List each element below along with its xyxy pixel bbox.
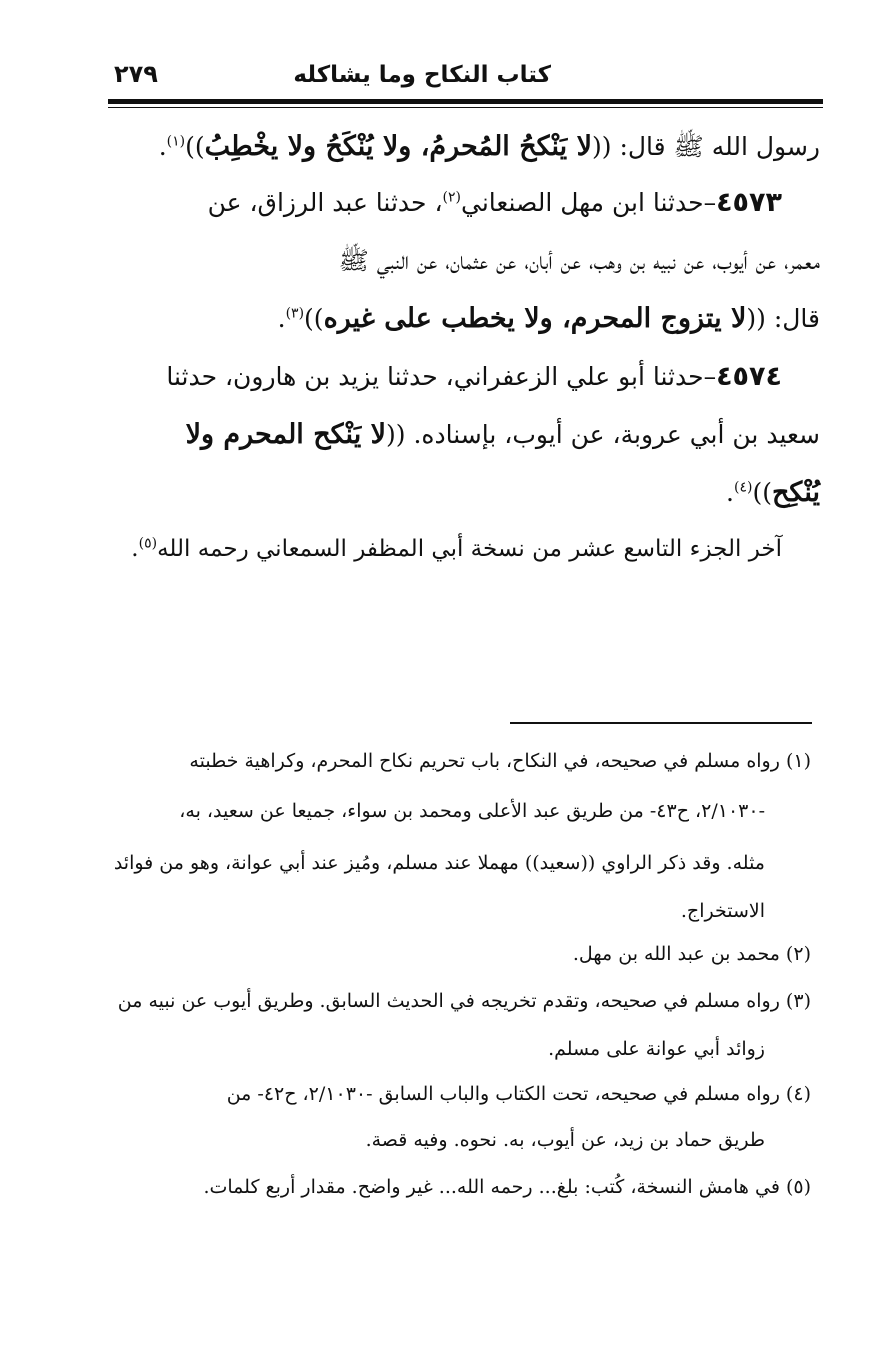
footnote-separator <box>510 722 812 724</box>
text-line-7 <box>726 464 820 522</box>
text-line-6 <box>186 406 820 464</box>
footnote-line: مثله. وقد ذكر الراوي ((سعيد)) مهملا عند مسلم، ومُيز عند أبي عوانة، وهو من فوائد <box>113 852 765 874</box>
text-segment: سعيد بن أبي عروبة، عن أيوب، بإسناده. (( <box>386 420 820 449</box>
text-segment: . <box>277 304 286 333</box>
text-line-3: معمر، عن أيوب، عن نبيه بن وهب، عن أبان، عن عثمان، عن النبي ﷺ <box>338 246 820 275</box>
page-number: ٢٧٩ <box>114 60 158 88</box>
hadith-quote: لا يتزوج المحرم، ولا يخطب على غيره <box>323 303 747 334</box>
chapter-title: كتاب النكاح وما يشاكله <box>293 62 551 88</box>
text-segment: –حدثنا ابن مهل الصنعاني <box>461 188 717 217</box>
footnote-ref: (٢) <box>442 189 461 206</box>
hadith-number: ٤٥٧٣ <box>716 187 782 218</box>
footnote-line: طريق حماد بن زيد، عن أيوب، به. نحوه. وفيه قصة. <box>365 1129 765 1151</box>
footnote-line: الاستخراج. <box>680 900 765 922</box>
text-segment: رسول الله ﷺ قال: (( <box>592 132 820 161</box>
text-line-2 <box>208 174 782 232</box>
text-segment: )) <box>752 478 772 507</box>
text-segment: –حدثنا أبو علي الزعفراني، حدثنا يزيد بن هارون، حدثنا <box>166 362 717 391</box>
header-rule-thick <box>108 99 823 104</box>
footnote-ref: (١) <box>166 133 186 150</box>
footnote-line: زوائد أبي عوانة على مسلم. <box>548 1038 765 1060</box>
running-header <box>108 58 823 98</box>
hadith-quote: لا يَنْكح المحرم ولا <box>185 419 387 450</box>
footnote-line: (٣) رواه مسلم في صحيحه، وتقدم تخريجه في الحديث السابق. وطريق أيوب عن نبيه من <box>117 990 811 1012</box>
text-line-8 <box>131 520 782 578</box>
footnote-ref: (٤) <box>734 479 753 496</box>
text-segment: ، حدثنا عبد الرزاق، عن <box>207 188 443 217</box>
text-line-1 <box>159 118 820 176</box>
hadith-quote: لا يَنْكحُ المُحرمُ، ولا يُنْكَحُ ولا يخْطِبُ <box>204 131 592 162</box>
footnote-line: (١) رواه مسلم في صحيحه، في النكاح، باب تحريم نكاح المحرم، وكراهية خطبته <box>189 750 811 772</box>
footnote-line: (٤) رواه مسلم في صحيحه، تحت الكتاب والباب السابق -٢/١٠٣٠، ح٤٢- من <box>226 1083 811 1105</box>
text-segment: . <box>158 132 167 161</box>
text-segment: )) <box>185 132 205 161</box>
text-line-5 <box>166 348 782 406</box>
footnote-line: (٥) في هامش النسخة، كُتب: بلغ... رحمه الله... غير واضح. مقدار أربع كلمات. <box>203 1176 811 1198</box>
text-line-4 <box>278 290 820 348</box>
text-segment: )) <box>304 304 324 333</box>
text-segment: آخر الجزء التاسع عشر من نسخة أبي المظفر السمعاني رحمه الله <box>157 536 782 562</box>
footnote-ref: (٥) <box>138 535 158 552</box>
footnote-line: -٢/١٠٣٠، ح٤٣- من طريق عبد الأعلى ومحمد بن سواء، جميعا عن سعيد، به، <box>179 800 765 822</box>
text-segment: . <box>131 536 139 562</box>
header-rule-thin <box>108 107 823 108</box>
hadith-quote: يُنْكِح <box>771 477 820 508</box>
hadith-number: ٤٥٧٤ <box>716 361 782 392</box>
footnote-line: (٢) محمد بن عبد الله بن مهل. <box>572 943 811 965</box>
text-segment: قال: (( <box>746 304 820 333</box>
footnote-ref: (٣) <box>285 305 305 322</box>
text-segment: . <box>726 478 734 507</box>
